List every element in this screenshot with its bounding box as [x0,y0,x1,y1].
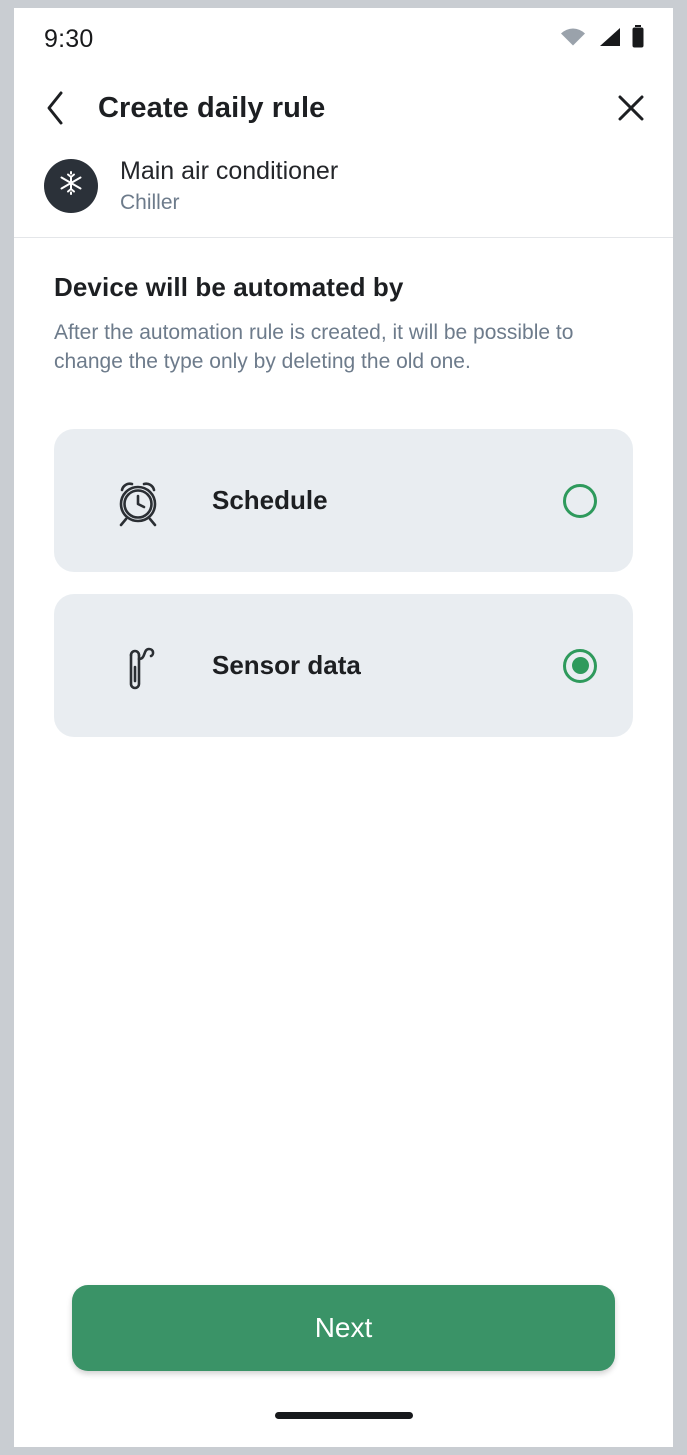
page-title: Create daily rule [98,91,326,124]
footer [14,1267,673,1447]
back-icon[interactable] [44,90,78,126]
status-time: 9:30 [44,24,94,53]
next-button[interactable]: Next [72,1285,615,1371]
cellular-signal-icon [596,26,622,53]
automation-type-options [54,429,633,737]
radio-sensor-data[interactable] [563,649,597,683]
option-sensor-data[interactable] [54,594,633,737]
section-description: After the automation rule is created, it will be possible to change the type only by deleting the old one. [54,321,574,374]
wifi-icon [559,26,587,53]
status-bar [14,8,673,70]
phone-screen [14,8,673,1447]
device-text [120,156,338,215]
close-icon[interactable] [611,94,645,122]
radio-dot [572,657,589,674]
home-indicator[interactable] [275,1412,413,1419]
content-area [14,238,673,737]
snowflake-icon [57,169,85,202]
battery-icon [631,25,645,54]
alarm-clock-icon [106,472,170,530]
device-subtitle: Chiller [120,191,180,215]
option-label-schedule: Schedule [212,485,328,516]
app-bar [14,70,673,146]
section-title: Device will be automated by [54,272,404,303]
option-schedule[interactable] [54,429,633,572]
radio-schedule[interactable] [563,484,597,518]
avatar [44,159,98,213]
option-label-sensor-data: Sensor data [212,650,361,681]
device-header [14,146,673,238]
sensor-probe-icon [106,637,170,695]
device-name: Main air conditioner [120,157,339,185]
status-icons [559,25,645,54]
